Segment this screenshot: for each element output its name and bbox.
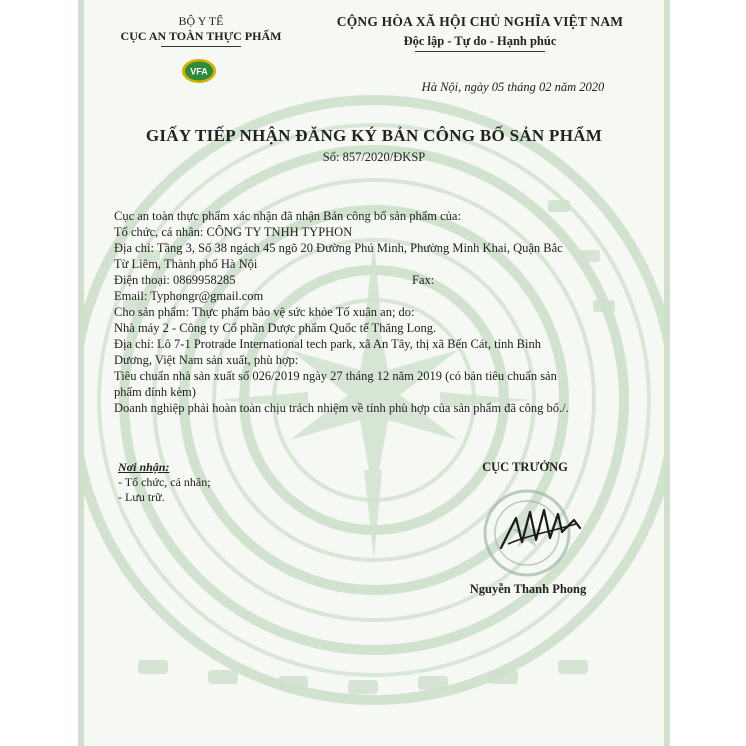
recipient-item: - Tổ chức, cá nhân; <box>118 475 211 489</box>
header-right-underline <box>415 51 545 52</box>
organization-line: Tổ chức, cá nhân: CÔNG TY TNHH TYPHON <box>114 225 353 239</box>
ministry-name: BỘ Y TẾ <box>178 14 224 28</box>
country-name: CỘNG HÒA XÃ HỘI CHỦ NGHĨA VIỆT NAM <box>336 14 624 29</box>
vfa-logo-icon <box>180 56 218 86</box>
phone-line: Điện thoại: 0869958285 <box>114 273 236 287</box>
document-body <box>114 208 644 416</box>
agency-name: CỤC AN TOÀN THỰC PHẨM <box>120 29 282 43</box>
document-sheet <box>78 0 670 746</box>
document-number: Số: 857/2020/ĐKSP <box>322 150 426 164</box>
issue-date: Hà Nội, ngày 05 tháng 02 năm 2020 <box>421 80 605 94</box>
recipients-block <box>118 460 211 505</box>
handwritten-signature-icon <box>496 498 586 558</box>
standard-line-2: phẩm đính kèm) <box>114 385 196 399</box>
product-line: Cho sản phẩm: Thực phẩm bảo vệ sức khỏe Tố xuân an; do: <box>114 305 415 319</box>
header-right <box>310 14 650 52</box>
fax-line: Fax: <box>412 273 435 287</box>
recipient-item: - Lưu trữ. <box>118 490 165 504</box>
standard-line-1: Tiêu chuẩn nhà sản xuất số 026/2019 ngày 27 tháng 12 năm 2019 (có bản tiêu chuẩn sản <box>114 369 557 383</box>
email-line: Email: Typhongr@gmail.com <box>114 289 264 303</box>
document-title: GIẤY TIẾP NHẬN ĐĂNG KÝ BẢN CÔNG BỐ SẢN PHẨM <box>145 126 603 145</box>
phone-row <box>114 272 644 288</box>
factory-address-line-2: Dương, Việt Nam sản xuất, phù hợp: <box>114 353 299 367</box>
header-left-underline <box>161 46 241 47</box>
intro-line: Cục an toàn thực phẩm xác nhận đã nhận Bản công bố sản phẩm của: <box>114 209 461 223</box>
address-line-2: Từ Liêm, Thành phố Hà Nội <box>114 257 258 271</box>
factory-address-line-1: Địa chỉ: Lô 7-1 Protrade International tech park, xã An Tây, thị xã Bến Cát, tỉnh Bình <box>114 337 541 351</box>
national-motto: Độc lập - Tự do - Hạnh phúc <box>403 34 557 48</box>
responsibility-line: Doanh nghiệp phải hoàn toàn chịu trách nhiệm về tính phù hợp của sản phẩm đã công bố./. <box>114 401 569 415</box>
factory-line: Nhà máy 2 - Công ty Cổ phần Dược phẩm Quốc tế Thăng Long. <box>114 321 437 335</box>
header-left <box>96 14 306 47</box>
signer-name: Nguyễn Thanh Phong <box>469 582 587 596</box>
recipients-heading: Nơi nhận: <box>118 460 170 474</box>
signer-position: CỤC TRƯỞNG <box>482 460 568 474</box>
logo-text: VFA <box>190 66 208 77</box>
address-line-1: Địa chỉ: Tầng 3, Số 38 ngách 45 ngõ 20 Đường Phú Minh, Phường Minh Khai, Quận Bắc <box>114 241 563 255</box>
